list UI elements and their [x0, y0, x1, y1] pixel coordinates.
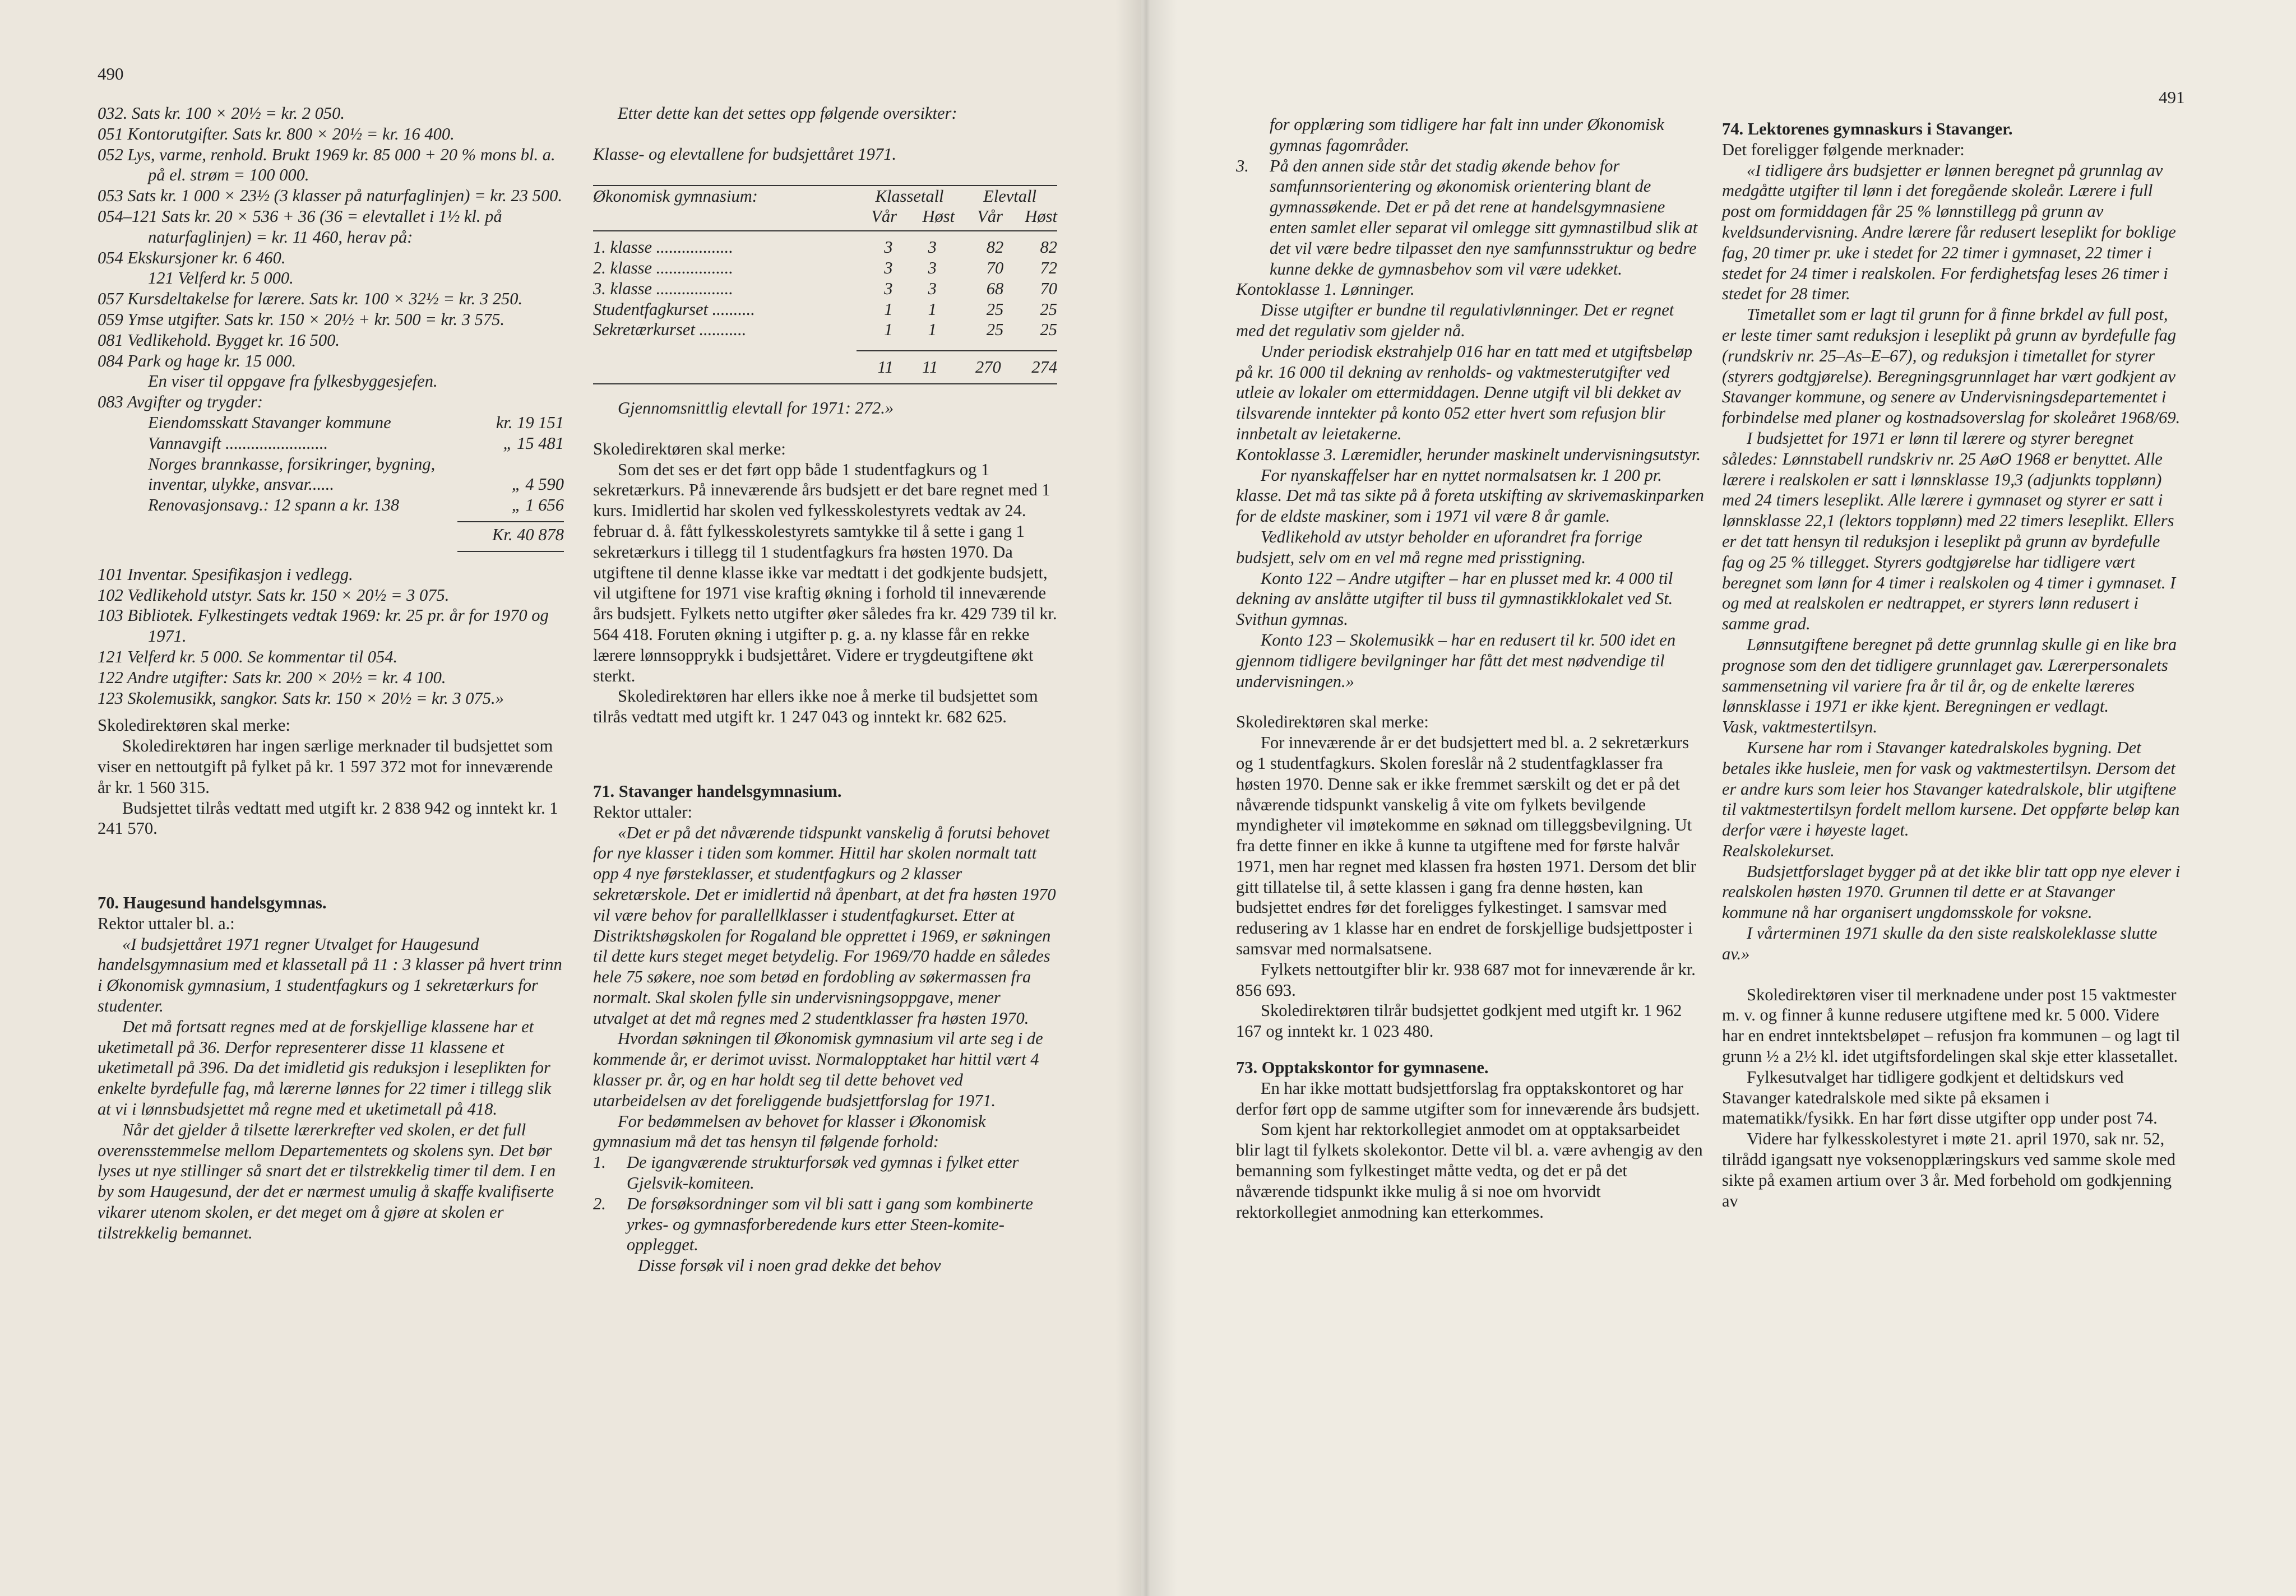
- paragraph: Rektor uttaler bl. a.:: [98, 913, 235, 933]
- numbered-list: [593, 1152, 1057, 1255]
- budget-item: 059 Ymse utgifter. Sats kr. 150 × 20½ + kr. 500 = kr. 3 575.: [98, 309, 504, 329]
- table-row: 3. klasse .................. 3 3 68 70: [593, 279, 1057, 298]
- tax-total: Kr. 40 878: [492, 525, 564, 544]
- left-page: [0, 0, 1141, 1596]
- table-head-rule: [593, 230, 1057, 231]
- paragraph: «I budsjettåret 1971 regner Utvalget for Haugesund handelsgymnasium med et klassetall på 11 : 3 klasser på hvert trinn i Økonomisk gymnasium, 1 studentfagkurs og 1 sekretærkurs for studenter.: [98, 934, 562, 1016]
- list-item: 3. På den annen side står det stadig økende behov for samfunnsorientering og økonomisk orientering blant de gymnassøkende. Det er på det rene at handelsgymnasiene enten samlet eller separat vil omlegge sitt gymnastilbud slik at det vil være bedre tilpasset den nye samfunnsstruktur og bedre kunne dekke de gymnasbehov som vil være udekket.: [1236, 156, 1698, 279]
- left-column-2: [593, 103, 1057, 1276]
- paragraph: for opplæring som tidligere har falt inn under Økonomisk gymnas fagområder.: [1270, 115, 1664, 155]
- table-total-row: 11 11 270 274: [877, 358, 1057, 377]
- tax-line: Eiendomsskatt Stavanger kommune kr. 19 151: [148, 412, 564, 432]
- paragraph: Det må fortsatt regnes med at de forskjellige klassene har et uketimetall på 36. Derfor representerer disse 11 klassene et uketimetall på 396. Da det imidletid gis reduksjon i leseplikten for enkelte byrdefulle fag, må lærerne lønnes for 22 timer i tillegg slik at vi i lønnsbudsjettet må regne med et uketimetall på 418.: [98, 1017, 552, 1119]
- budget-item: 083 Avgifter og trygder:: [98, 392, 263, 412]
- paragraph: Når det gjelder å tilsette lærerkrefter ved skolen, er det full overensstemmelse mellom Departementets og skolens syn. Det bør lyses ut nye stillinger så snart det er tilstrekkelig timer til dem. I en by som Haugesund, der det er nærmest umulig å skaffe kvalifiserte vikarer utenom skolen, er det meget om å gjøre at skolen er tilstrekkelig bemannet.: [98, 1120, 556, 1242]
- section-label: Skoledirektøren skal merke:: [1236, 712, 1429, 732]
- list-item: 2. De forsøksordninger som vil bli satt i gang som kombinerte yrkes- og gymnasforberedende kurs etter Steen-komite-opplegget.: [593, 1194, 1033, 1255]
- budget-item: 051 Kontorutgifter. Sats kr. 800 × 20½ = kr. 16 400.: [98, 124, 455, 143]
- budget-item: 102 Vedlikehold utstyr. Sats kr. 150 × 20½ = 3 075.: [98, 585, 450, 605]
- table-subhead: Vår: [871, 207, 897, 226]
- paragraph: Disse forsøk vil i noen grad dekke det behov: [638, 1256, 941, 1275]
- budget-item: 123 Skolemusikk, sangkor. Sats kr. 150 × 20½ = kr. 3 075.»: [98, 688, 504, 708]
- paragraph: Som det ses er det ført opp både 1 studentfagkurs og 1 sekretærkurs. På inneværende års budsjett er det bare regnet med 1 kurs. Imidlertid har skolen ved fylkesskolestyrets vedtak av 24. februar d. å. fått fylkesskolestyrets samtykke til å sette i gang 1 sekretærkurs i tillegg til 1 studentfagkurs fra høsten 1970. Da utgiftene til denne klasse ikke var medtatt i det godkjente budsjett, vil utgiftene for 1971 vise kraftig økning i forhold til inneværende års budsjett. Fylkets netto utgifter øker således fra kr. 429 739 til kr. 564 418. Foruten økning i utgifter p. g. a. ny klasse får en rekke lærere lønnsopprykk i budsjettåret. Videre er trygdeutgiftene økt sterkt.: [593, 460, 1057, 685]
- section-label: Skoledirektøren skal merke:: [593, 439, 786, 458]
- paragraph: I vårterminen 1971 skulle da den siste realskoleklasse slutte av.»: [1722, 924, 2158, 963]
- paragraph: Skoledirektøren har ingen særlige merknader til budsjettet som viser en nettoutgift på fylket på kr. 1 597 372 mot for inneværende år kr. 1 560 315.: [98, 736, 553, 797]
- subheading: Kontoklasse 1. Lønninger.: [1236, 280, 1415, 299]
- budget-item: 084 Park og hage kr. 15 000.: [98, 351, 297, 370]
- paragraph: Etter dette kan det settes opp følgende oversikter:: [618, 104, 957, 123]
- paragraph: Hvordan søkningen til Økonomisk gymnasium vil arte seg i de kommende år, er derimot uvisst. Normalopptaket har hittil vært 4 klasser pr. år, og en har holdt seg til dette behovet ved utarbeidelsen av det foreliggende budsjettforslag for 1971.: [593, 1029, 1043, 1110]
- paragraph: Budsjettet tilrås vedtatt med utgift kr. 2 838 942 og inntekt kr. 1 241 570.: [98, 798, 558, 838]
- section-heading: 70. Haugesund handelsgymnas.: [98, 893, 327, 913]
- paragraph: Fylkesutvalget har tidligere godkjent et deltidskurs ved Stavanger katedralskole med sikte på eksamen i matematikk/fysikk. En har ført disse utgifter opp under post 74.: [1722, 1067, 2158, 1128]
- budget-item: 054 Ekskursjoner kr. 6 460.: [98, 248, 286, 267]
- right-page: [1141, 0, 2296, 1596]
- table-head-elevtall: Elevtall: [983, 186, 1036, 206]
- page-number-left: 490: [98, 64, 124, 83]
- section-label: Skoledirektøren skal merke:: [98, 716, 290, 735]
- table-subhead: Høst: [1025, 207, 1057, 226]
- table-subhead: Vår: [977, 207, 1003, 226]
- budget-item: En viser til oppgave fra fylkesbyggesjefen.: [148, 372, 438, 391]
- budget-item: 122 Andre utgifter: Sats kr. 200 × 20½ = kr. 4 100.: [98, 667, 446, 687]
- tax-line: Renovasjonsavg.: 12 spann a kr. 138 „ 1 656: [148, 495, 564, 515]
- paragraph: Fylkets nettoutgifter blir kr. 938 687 mot for inneværende år kr. 856 693.: [1236, 959, 1696, 1000]
- paragraph: Skoledirektøren viser til merknadene under post 15 vaktmester m. v. og finner å kunne redusere utgiftene med kr. 5 000. Videre har en endret inntektsbeløpet – refusjon fra kommunen – og lagt til grunn ½ a 2½ kl. idet utgiftsfordelingen skal skje etter klassetallet.: [1722, 985, 2181, 1066]
- budget-item: 057 Kursdeltakelse for lærere. Sats kr. 100 × 32½ = kr. 3 250.: [98, 289, 523, 309]
- page-number-right: 491: [2159, 87, 2185, 107]
- table-caption: Klasse- og elevtallene for budsjettåret 1971.: [593, 144, 897, 164]
- paragraph: I budsjettet for 1971 er lønn til lærere og styrer beregnet således: Lønnstabell rundskriv nr. 25 AøO 1968 er benyttet. Alle lærere i realskolen er satt i lønnsklasse 19,3 (adjunkts topplønn) med 24 timers leseplikt. Alle lærere i gymnaset og styrer er satt i lønnsklasse 22,1 (lektors topplønn) med 22 timers leseplikt. Ellers er det tatt hensyn til reduksjon i leseplikt på grunn av byrdefulle fag og 25 % tillegget. Styrers godtgjørelse har tidligere vært beregnet som lønn for 4 timer i realskolen og 4 timer i gymnaset. I og med at realskolen er nedtrappet, er styrers lønn redusert i samme grad.: [1722, 428, 2176, 634]
- left-column-1: [98, 103, 564, 1244]
- table-head-label: Økonomisk gymnasium:: [593, 186, 758, 206]
- table-row: 1. klasse .................. 3 3 82 82: [593, 238, 1057, 257]
- paragraph: Skoledirektøren har ellers ikke noe å merke til budsjettet som tilrås vedtatt med utgift kr. 1 247 043 og inntekt kr. 682 625.: [593, 686, 1038, 727]
- section-heading: 73. Opptakskontor for gymnasene.: [1236, 1058, 1489, 1078]
- paragraph: Rektor uttaler:: [593, 802, 693, 822]
- budget-item: 032. Sats kr. 100 × 20½ = kr. 2 050.: [98, 104, 345, 123]
- budget-item: 054–121 Sats kr. 20 × 536 + 36 (36 = elevtallet i 1½ kl. på naturfaglinjen) = kr. 11 460, herav på:: [98, 206, 502, 247]
- table-row: Sekretærkurset ........... 1 1 25 25: [593, 320, 1057, 340]
- list-item: 1. De igangværende strukturforsøk ved gymnas i fylket etter Gjelsvik-komiteen.: [593, 1153, 1019, 1193]
- paragraph: Videre har fylkesskolestyret i møte 21. april 1970, sak nr. 52, tilrådd igangsatt nye voksenopplæringskurs ved samme skole med sikte på examen artium over 3 år. Med forbehold om godkjenning av: [1722, 1129, 2175, 1210]
- table-row: 2. klasse .................. 3 3 70 72: [593, 258, 1057, 277]
- budget-item: 053 Sats kr. 1 000 × 23½ (3 klasser på naturfaglinjen) = kr. 23 500.: [98, 186, 563, 206]
- subheading: Kontoklasse 3. Læremidler, herunder maskinelt undervisningsutstyr.: [1236, 444, 1701, 464]
- budget-item: 103 Bibliotek. Fylkestingets vedtak 1969: kr. 25 pr. år for 1970 og 1971.: [98, 606, 549, 646]
- paragraph: Disse utgifter er bundne til regulativlønninger. Det er regnet med det regulativ som gjelder nå.: [1236, 300, 1674, 340]
- tax-line: Norges brannkasse, forsikringer, bygning, inventar, ulykke, ansvar...... „ 4 590: [148, 454, 564, 494]
- budget-item: 121 Velferd kr. 5 000. Se kommentar til 054.: [98, 647, 398, 666]
- section-heading: 71. Stavanger handelsgymnasium.: [593, 781, 842, 801]
- budget-item: 081 Vedlikehold. Bygget kr. 16 500.: [98, 330, 340, 350]
- paragraph: Under periodisk ekstrahjelp 016 har en tatt med et utgiftsbeløp på kr. 16 000 til dekning av renholds- og vaktmesterutgifter ved utleie av lokaler om ettermiddagen. Denne utgift vil bli dekket av tilsvarende inntekter på konto 052 etter hvert som refusjon blir innbetalt av leietakerne.: [1236, 341, 1693, 443]
- tax-table: [98, 412, 564, 552]
- paragraph: Kursene har rom i Stavanger katedralskoles bygning. Det betales ikke husleie, men for vask og vaktmestertilsyn. Dersom det er andre kurs som leier hos Stavanger katedralskole, blir utgiftene til vaktmestertilsyn fordelt mellom kursene. Det oppførte beløp kan derfor være i høyeste laget.: [1722, 737, 2180, 840]
- paragraph: For nyanskaffelser har en nyttet normalsatsen kr. 1 200 pr. klasse. Det må tas sikte på å foreta utskifting av skrivemaskinparken for de eldste maskiner, som i 1971 vil være 8 år gamle.: [1236, 465, 1704, 526]
- tax-line: Vannavgift ........................ „ 15 481: [148, 433, 564, 453]
- budget-item: 121 Velferd kr. 5 000.: [148, 268, 294, 288]
- paragraph: Konto 122 – Andre utgifter – har en plusset med kr. 4 000 til dekning av anslåtte utgifter til buss til gymnastikklokalet ved St. Svithun gymnas.: [1236, 568, 1673, 629]
- book-gutter: [1115, 0, 1177, 1596]
- budget-item: 052 Lys, varme, renhold. Brukt 1969 kr. 85 000 + 20 % mons bl. a. på el. strøm = 100 000.: [98, 145, 556, 185]
- paragraph: Timetallet som er lagt til grunn for å finne brkdel av full post, er leste timer samt reduksjon i leseplikt på grunn av byrdefulle fag (rundskriv nr. 25–As–E–67), og reduksjon i timetallet for styrer (styrers godtgjørelse). Beregningsgrunnlaget har vært godkjent av Stavanger kommune, og senere av Undervisningsdepartementet i forbindelse med planer og kostnadsoverslag for skoleåret 1968/69.: [1722, 305, 2181, 428]
- subheading: Realskolekurset.: [1722, 841, 1835, 860]
- right-column-2: [1722, 119, 2182, 1211]
- paragraph: Det foreligger følgende merknader:: [1722, 140, 1965, 159]
- class-table: [593, 186, 1057, 228]
- paragraph: Lønnsutgiftene beregnet på dette grunnlag skulle gi en like bra prognose som den det tidligere grunnlaget gav. Lærerpersonalets sammensetning vil variere fra år til år, og de enkelte læreres lønnsklasse i 1971 er ikke kjent. Beregningen er vedlagt.: [1722, 634, 2177, 716]
- table-sum-rule: [857, 350, 1057, 351]
- table-row: Studentfagkurset .......... 1 1 25 25: [593, 299, 1057, 319]
- table-note: Gjennomsnittlig elevtall for 1971: 272.»: [618, 398, 894, 417]
- paragraph: Budsjettforslaget bygger på at det ikke blir tatt opp nye elever i realskolen høsten 1970. Grunnen til dette er at Stavanger kommune nå har organisert ungdomsskole for voksne.: [1722, 861, 2181, 922]
- right-column-1: [1236, 114, 1705, 1222]
- class-table-body: [593, 237, 1057, 340]
- paragraph: Skoledirektøren tilrår budsjettet godkjent med utgift kr. 1 962 167 og inntekt kr. 1 023 480.: [1236, 1001, 1682, 1041]
- paragraph: Som kjent har rektorkollegiet anmodet om at opptaksarbeidet blir lagt til fylkets skolekontor. Dette vil bl. a. være avhengig av den bemanning som fylkestinget måtte vedta, og det er på det nåværende tidspunkt ikke mulig å si noe om hvorvidt rektorkollegiet anmodning kan etterkommes.: [1236, 1120, 1703, 1222]
- paragraph: Vedlikehold av utstyr beholder en uforandret fra forrige budsjett, selv om en vel må regne med prisstigning.: [1236, 527, 1642, 567]
- paragraph: «Det er på det nåværende tidspunkt vanskelig å forutsi behovet for nye klasser i tiden som kommer. Hittil har skolen normalt tatt opp 4 nye førsteklasser, et studentfagkurs og 2 klasser sekretærskole. Det er imidlertid nå åpenbart, at det fra høsten 1970 vil være behov for parallellklasser i studentfagkurset. Etter at Distriktshøgskolen for Rogaland ble opprettet i 1969, er søkningen til dette kurs steget meget betydelig. For 1969/70 hadde en således hele 75 søkere, noe som betød en fordobling av søkermassen fra normalt. Skal skolen fylle sin undervisningsoppgave, mener utvalget at det må regnes med 2 studentklasser fra høsten 1970.: [593, 823, 1056, 1028]
- table-head-klassetall: Klassetall: [875, 186, 944, 206]
- subheading: Vask, vaktmestertilsyn.: [1722, 717, 1877, 737]
- paragraph: For inneværende år er det budsjettert med bl. a. 2 sekretærkurs og 1 studentfagkurs. Skolen foreslår nå 2 studentfagklasser fra høsten 1970. Denne sak er ikke fremmet særskilt og det er på det nåværende tidspunkt vanskelig å vite om fylkets bevilgende myndigheter vil imøtekomme en søknad om tilleggsbevilgning. Ut fra dette finner en ikke å kunne ta utgiftene med for første halvår 1971, men har regnet med klassen fra høsten 1971. Dersom det blir gitt tillatelse til, å sette klassen i gang fra denne høsten, kan budsjettet endres før det foreligges fylkestinget. I samsvar med redusering av 1 klasse har en endret de forskjellige budsjettposter i samsvar med normalsatsene.: [1236, 733, 1696, 959]
- sum-rule: [457, 521, 564, 522]
- paragraph: En har ikke mottatt budsjettforslag fra opptakskontoret og har derfor ført opp de samme utgifter som for inneværende års budsjett.: [1236, 1078, 1700, 1119]
- paragraph: Konto 123 – Skolemusikk – har en redusert til kr. 500 idet en gjennom tidligere bevilgninger har fått det mest nødvendige til undervisningen.»: [1236, 630, 1676, 691]
- section-heading: 74. Lektorenes gymnaskurs i Stavanger.: [1722, 119, 2013, 138]
- table-subhead: Høst: [922, 207, 955, 226]
- budget-item: 101 Inventar. Spesifikasjon i vedlegg.: [98, 564, 353, 584]
- budget-item-list: [98, 103, 564, 708]
- paragraph: «I tidligere års budsjetter er lønnen beregnet på grunnlag av medgåtte utgifter til lønn i det foregående skoleår. Lærere i full post om formiddagen får 25 % lønnstillegg på grunn av kveldsundervisning. Andre lærere får redusert leseplikt for boklige fag, 20 timer pr. uke i stedet for 22 timer i gymnaset, 22 timer i stedet for 24 timer i realskolen. For ferdighetsfag leses 26 timer i stedet for 28 timer.: [1722, 160, 2176, 304]
- class-table-total: [593, 357, 1057, 378]
- paragraph: For bedømmelsen av behovet for klasser i Økonomisk gymnasium må det tas hensyn til følgende forhold:: [593, 1111, 986, 1152]
